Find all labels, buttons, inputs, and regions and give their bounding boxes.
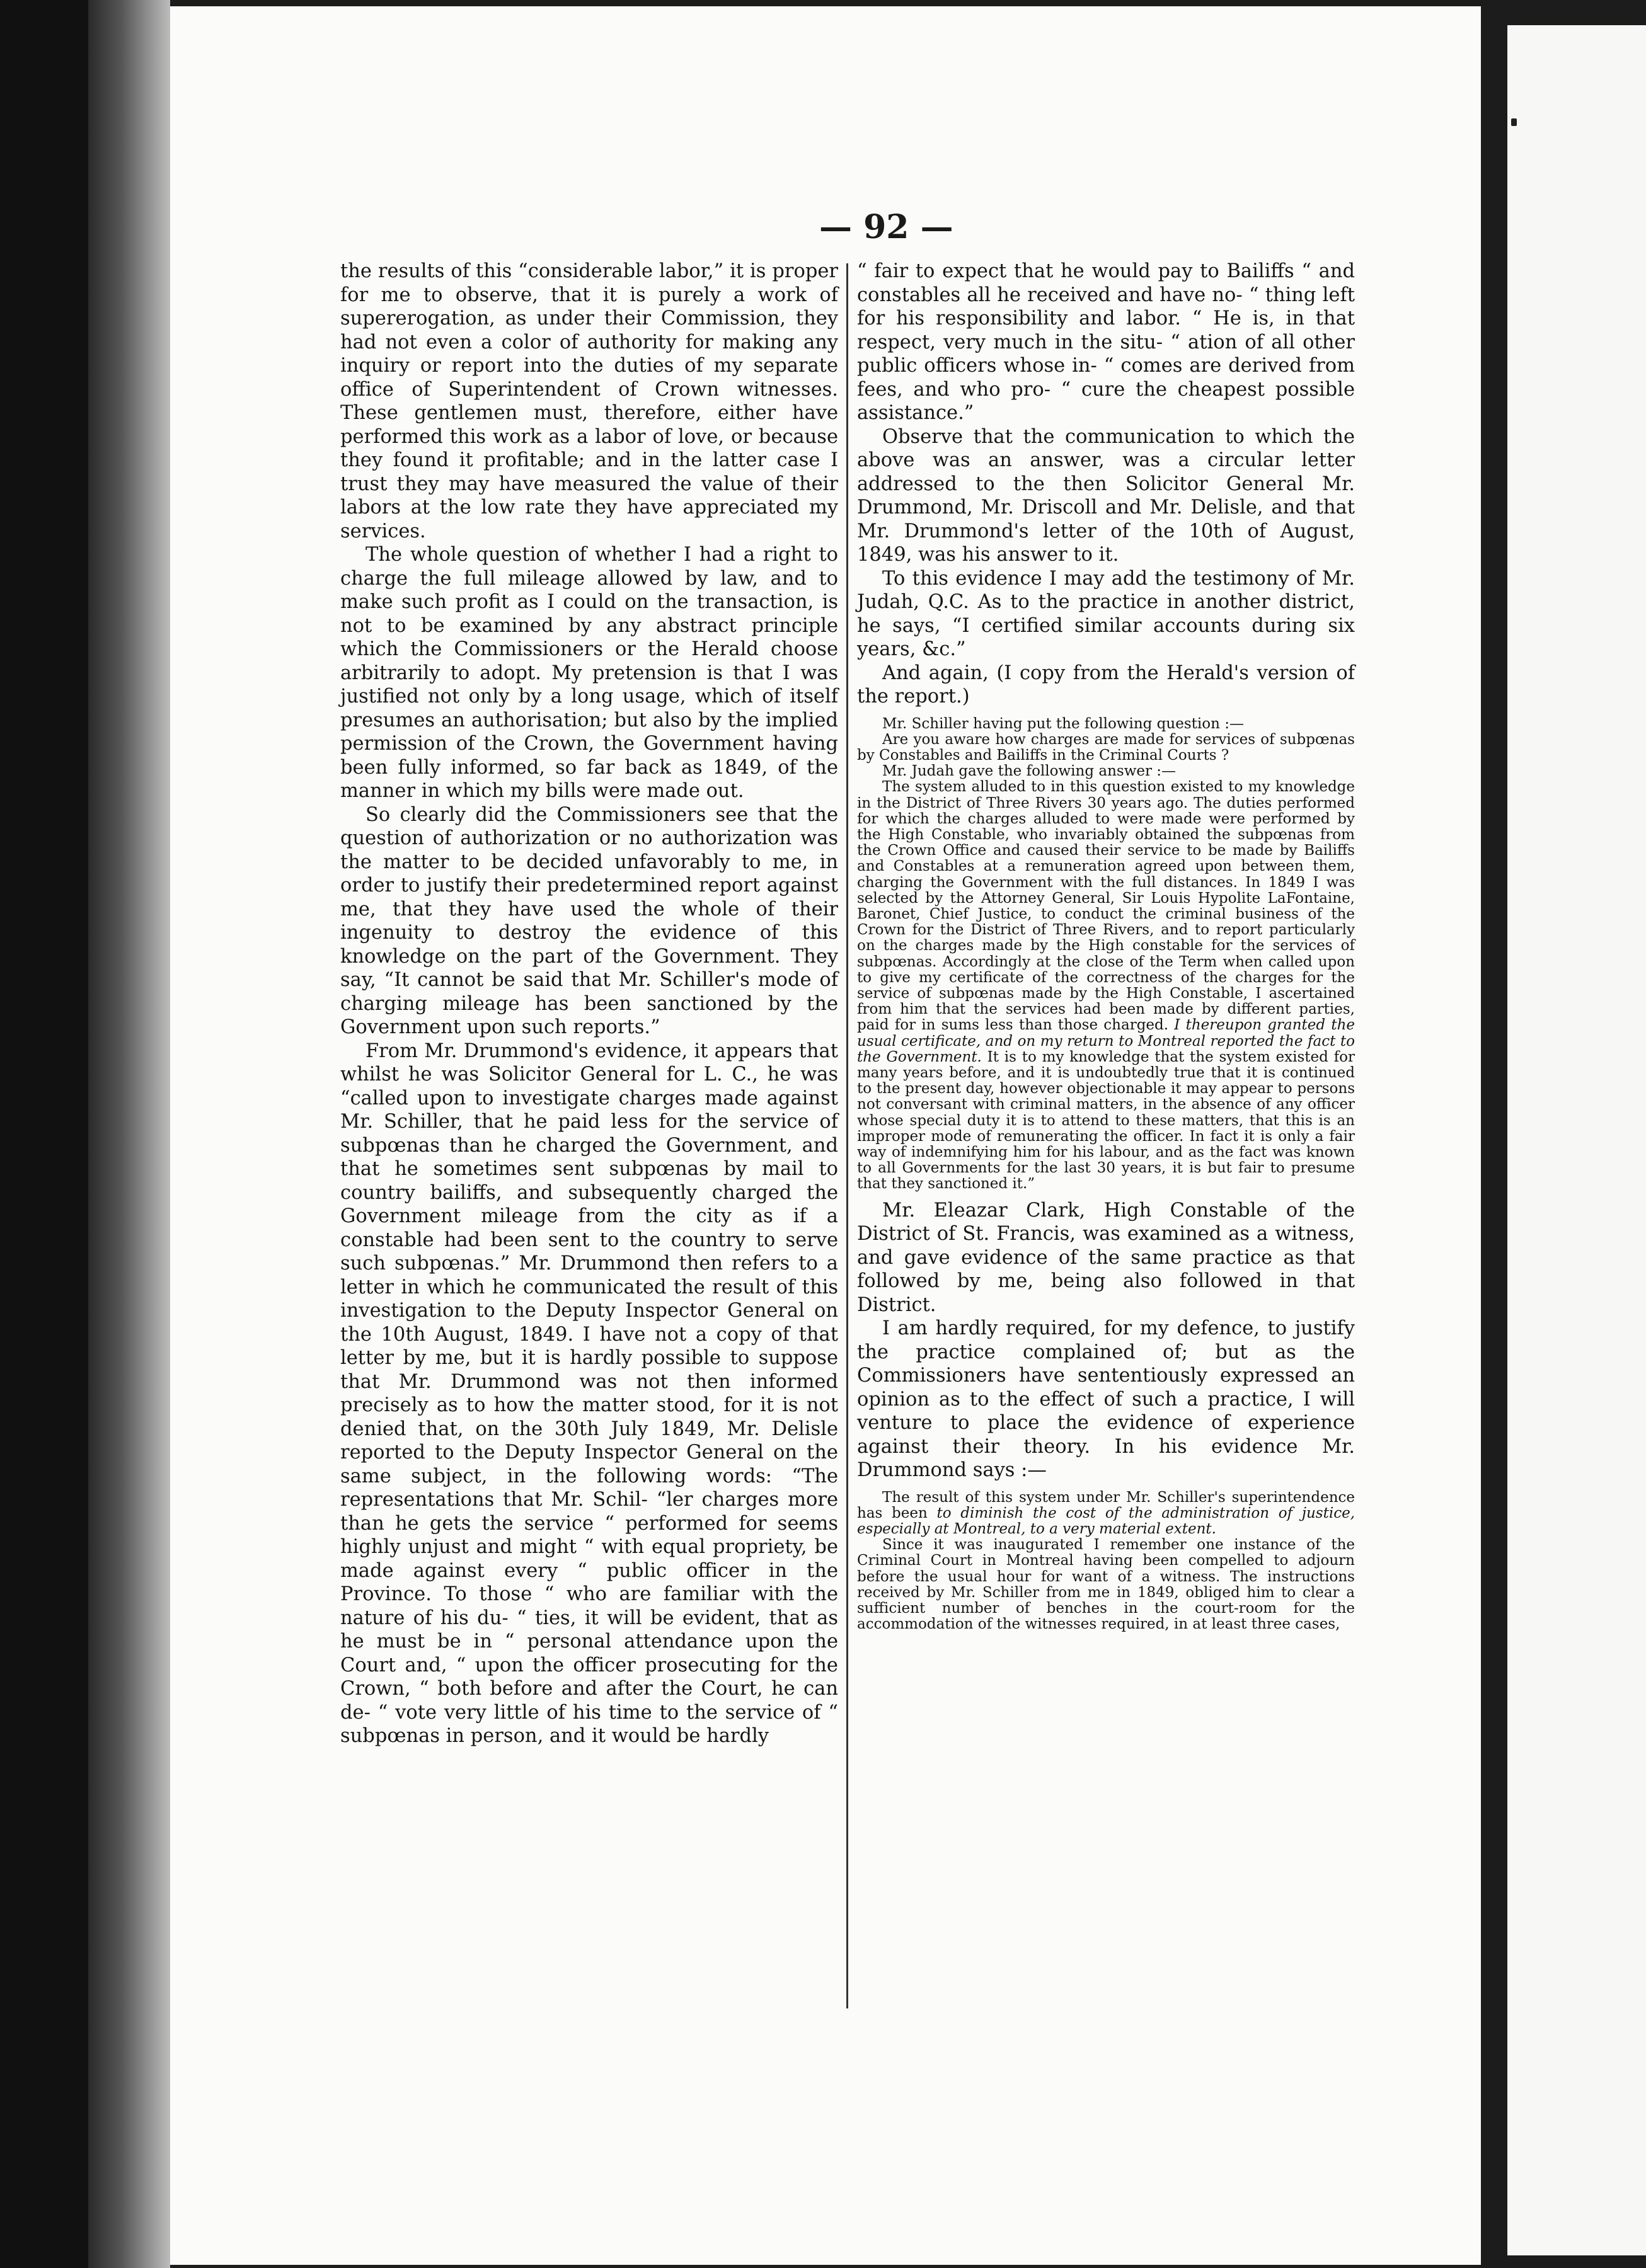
answer-text xyxy=(857,779,1355,1192)
result-part: The result of this system under Mr. Schiller's superintendence has been xyxy=(857,1489,1355,1521)
column-rule xyxy=(846,263,848,2008)
right-column xyxy=(857,260,1355,1632)
result-italic: to diminish the cost of the administration of justice, especially at Montreal, to a very material extent. xyxy=(857,1504,1355,1537)
paragraph: And again, (I copy from the Herald's version of the report.) xyxy=(857,662,1355,707)
book-gutter xyxy=(88,0,170,2268)
ink-speck xyxy=(1511,118,1517,126)
paragraph: I am hardly required, for my defence, to justify the practice complained of; but as the Commissioners have sententiously expressed an opinion as to the effect of such a practice, I will venture to place the evidence of experience against their theory. In his evidence Mr. Drummond says :— xyxy=(857,1317,1355,1482)
page-number: — 92 — xyxy=(819,208,953,246)
paragraph: The whole question of whether I had a right to charge the full mileage allowed by law, and to make such profit as I could on the transaction, is not to be examined by any abstract principle which the Commissioners or the Herald choose arbitrarily to adopt. My pretension is that I was justified not only by a long usage, which of itself presumes an authorisation; but also by the implied permission of the Crown, the Government having been fully informed, so far back as 1849, of the manner in which my bills were made out. xyxy=(340,544,838,802)
paragraph: So clearly did the Commissioners see that the question of authorization or no authorization was the matter to be decided unfavorably to me, in order to justify their predetermined report against me, that they have used the whole of their ingenuity to destroy the evidence of this knowledge on the part of the Government. They say, “It cannot be said that Mr. Schiller's mode of charging mileage has been sanctioned by the Government upon such reports.” xyxy=(340,803,838,1038)
question-intro: Mr. Schiller having put the following question :— xyxy=(882,715,1244,732)
scan-border xyxy=(0,0,95,2268)
paragraph: Mr. Eleazar Clark, High Constable of the District of St. Francis, was examined as a witness, and gave evidence of the same practice as that followed by me, being also followed in that District. xyxy=(857,1199,1355,1316)
paragraph: the results of this “considerable labor,” it is proper for me to observe, that it is purely a work of supererogation, as under their Commission, they had not even a color of authority for making any inquiry or report into the duties of my separate office of Superintendent of Crown witnesses. These gentlemen must, therefore, either have performed this work as a labor of love, or because they found it profitable; and in the latter case I trust they may have measured the value of their labors at the low rate they have appreciated my services. xyxy=(340,260,838,542)
quote-continuation: “ fair to expect that he would pay to Bailiffs “ and constables all he received and have no- “ thing left for his responsibility and labor. “ He is, in that respect, very much in the situ- “ ation of all other public officers whose in- “ comes are derived from fees, and who pro- “ cure the cheapest possible assistance.” xyxy=(857,260,1355,424)
paragraph: Observe that the communication to which the above was an answer, was a circular letter addressed to the then Solicitor General Mr. Drummond, Mr. Driscoll and Mr. Delisle, and that Mr. Drummond's letter of the 10th of August, 1849, was his answer to it. xyxy=(857,425,1355,566)
answer-intro: Mr. Judah gave the following answer :— xyxy=(882,763,1177,780)
answer-part: It is to my knowledge that the system existed for many years before, and it is undoubtedly true that it is continued to the present day, however objectionable it may appear to persons not conversant with criminal matters, in the absence of any officer whose special duty it is to attend to these matters, that this is an improper mode of remunerating the officer. In fact it is only a fair way of indemnifying him for his labour, and as the fact was known to all Governments for the last 30 years, it is but fair to presume that they sanctioned it.” xyxy=(857,1048,1355,1193)
quoted-evidence xyxy=(857,1490,1355,1538)
question-text: Are you aware how charges are made for services of subpœnas by Constables and Bailiffs in the Criminal Courts ? xyxy=(857,731,1355,764)
facing-page-edge xyxy=(1507,25,1646,2255)
answer-part: The system alluded to in this question existed to my knowledge in the District of Three Rivers 30 years ago. The duties performed for which the charges alluded to were made were performed by the High Constable, who invariably obtained the subpœnas from the Crown Office and caused their service to be made by Bailiffs and Constables at a remuneration agreed upon between them, charging the Government with the full distances. In 1849 I was selected by the Attorney General, Sir Louis Hypolite LaFontaine, Baronet, Chief Justice, to conduct the criminal business of the Crown for the District of Three Rivers, and to report particularly on the charges made by the High constable for the services of subpœnas. Accordingly at the close of the Term when called upon to give my certificate of the correctness of the charges for the service of subpœnas made by the High Constable, I ascertained from him that the services had been made by different parties, paid for in sums less than those charged. xyxy=(857,779,1355,1034)
answer-italic: I thereupon granted the usual certificate, and on my return to Montreal reported the fact to the Government. xyxy=(857,1017,1355,1065)
paragraph: To this evidence I may add the testimony of Mr. Judah, Q.C. As to the practice in another district, he says, “I certified similar accounts during six years, &c.” xyxy=(857,567,1355,660)
paragraph: From Mr. Drummond's evidence, it appears that whilst he was Solicitor General for L. C., he was “called upon to investigate charges made against Mr. Schiller, that he paid less for the service of subpœnas than he charged the Government, and that he sometimes sent subpœnas by mail to country bailiffs, and subsequently charged the Government mileage from the city as if a constable had been sent to the country to serve such subpœnas.” Mr. Drummond then refers to a letter in which he communicated the result of this investigation to the Deputy Inspector General on the 10th August, 1849. I have not a copy of that letter by me, but it is hardly possible to suppose that Mr. Drummond was not then informed precisely as to how the matter stood, for it is not denied that, on the 30th July 1849, Mr. Delisle reported to the Deputy Inspector General on the same subject, in the following words: “The representations that Mr. Schil- “ler charges more than he gets the service “ performed for seems highly unjust and might “ with equal propriety, be made against every “ public officer in the Province. To those “ who are familiar with the nature of his du- “ ties, it will be evident, that as he must be in “ personal attendance upon the Court and, “ upon the officer prosecuting for the Crown, “ both before and after the Court, he can de- “ vote very little of his time to the service of “ subpœnas in person, and it would be hardly xyxy=(340,1040,838,1747)
quoted-evidence: Since it was inaugurated I remember one instance of the Criminal Court in Montreal having been compelled to adjourn before the usual hour for want of a witness. The instructions received by Mr. Schiller from me in 1849, obliged him to clear a sufficient number of benches in the court-room for the accommodation of the witnesses required, in at least three cases, xyxy=(857,1537,1355,1633)
left-column xyxy=(340,260,838,1748)
